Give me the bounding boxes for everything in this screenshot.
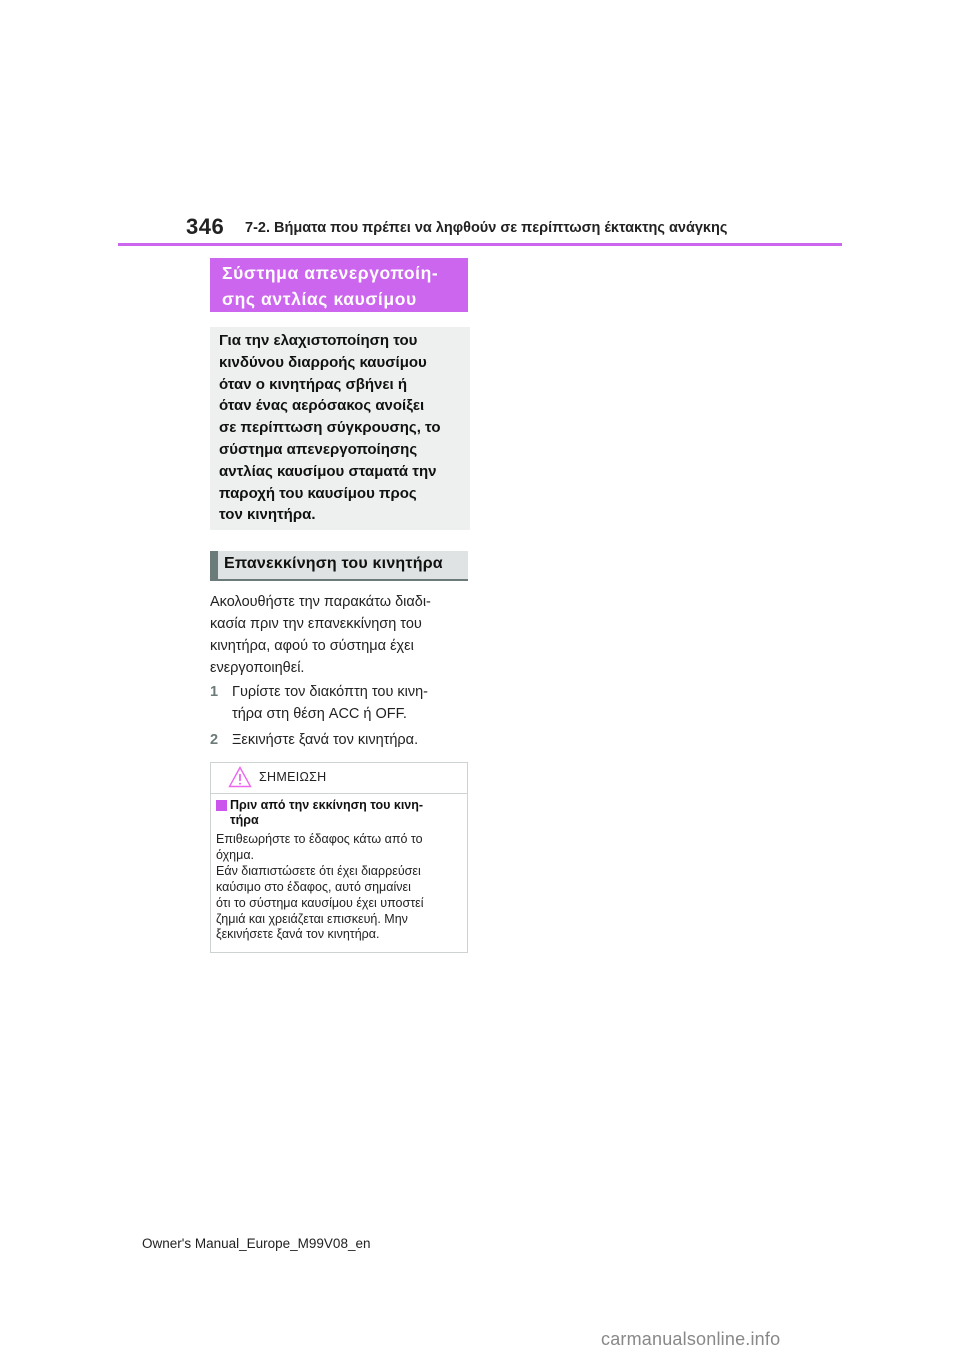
warning-triangle-icon [228,766,252,788]
step-line: Ξεκινήστε ξανά τον κινητήρα. [232,732,419,748]
note-line: ξεκινήσετε ξανά τον κινητήρα. [216,927,380,942]
note-line: καύσιμο στο έδαφος, αυτό σημαίνει [216,879,411,894]
note-box [210,762,468,953]
note-header [211,763,467,794]
header-divider [118,243,842,246]
heading-line: σης αντλίας καυσίμου [222,289,417,309]
intro-line: σύστημα απενεργοποίησης [219,440,418,458]
intro-line: σε περίπτωση σύγκρουσης, το [219,419,441,437]
step-text [232,681,428,725]
step-text [232,729,418,751]
subheading-accent-bar [210,551,218,579]
note-subheading-line: Πριν από την εκκίνηση του κινη- [230,798,424,812]
intro-line: όταν ο κινητήρας σβήνει ή [219,375,407,393]
note-line: ότι το σύστημα καυσίμου έχει υποστεί [216,895,424,910]
instruction-paragraph [210,591,431,679]
note-line: Εάν διαπιστώσετε ότι έχει διαρρεύσει [216,863,421,878]
step-line: τήρα στη θέση ACC ή OFF. [232,706,407,722]
step-number: 1 [210,684,219,700]
footer-manual-id: Owner's Manual_Europe_M99V08_en [142,1236,371,1251]
paragraph-line: ενεργοποιηθεί. [210,660,305,676]
step-line: Γυρίστε τον διακόπτη του κινη- [232,684,429,700]
step-number: 2 [210,732,219,748]
heading-line: Σύστημα απενεργοποίη- [222,263,439,283]
intro-line: αντλίας καυσίμου σταματά την [219,462,437,480]
subheading-text: Επανεκκίνηση του κινητήρα [224,555,443,572]
intro-line: Για την ελαχιστοποίηση του [219,332,418,349]
restart-engine-subheading [210,551,468,581]
page-number: 346 [186,214,225,239]
intro-line: παροχή του καυσίμου προς [219,484,417,502]
note-line: όχημα. [216,847,255,862]
section-title: 7-2. Βήματα που πρέπει να ληφθούν σε περίπτωση έκτακτης ανάγκης [245,220,728,236]
note-text [216,832,424,943]
note-subheading-line: τήρα [230,813,259,827]
intro-line: όταν ένας αερόσακος ανοίξει [219,397,425,415]
note-line: ζημιά και χρειάζεται επισκευή. Μην [216,911,408,926]
paragraph-line: Ακολουθήστε την παρακάτω διαδι- [210,594,431,610]
intro-line: τον κινητήρα. [219,506,316,524]
paragraph-line: κινητήρα, αφού το σύστημα έχει [210,638,414,654]
paragraph-line: κασία πριν την επανεκκίνηση του [210,616,422,632]
note-line: Επιθεωρήστε το έδαφος κάτω από το [216,832,423,846]
bullet-square-icon [216,800,227,811]
note-label: ΣΗΜΕΙΩΣΗ [259,770,327,784]
intro-summary-box [210,327,470,530]
purple-section-heading [210,258,468,312]
watermark-link[interactable]: carmanualsonline.info [601,1329,781,1349]
intro-line: κινδύνου διαρροής καυσίμου [219,353,427,371]
